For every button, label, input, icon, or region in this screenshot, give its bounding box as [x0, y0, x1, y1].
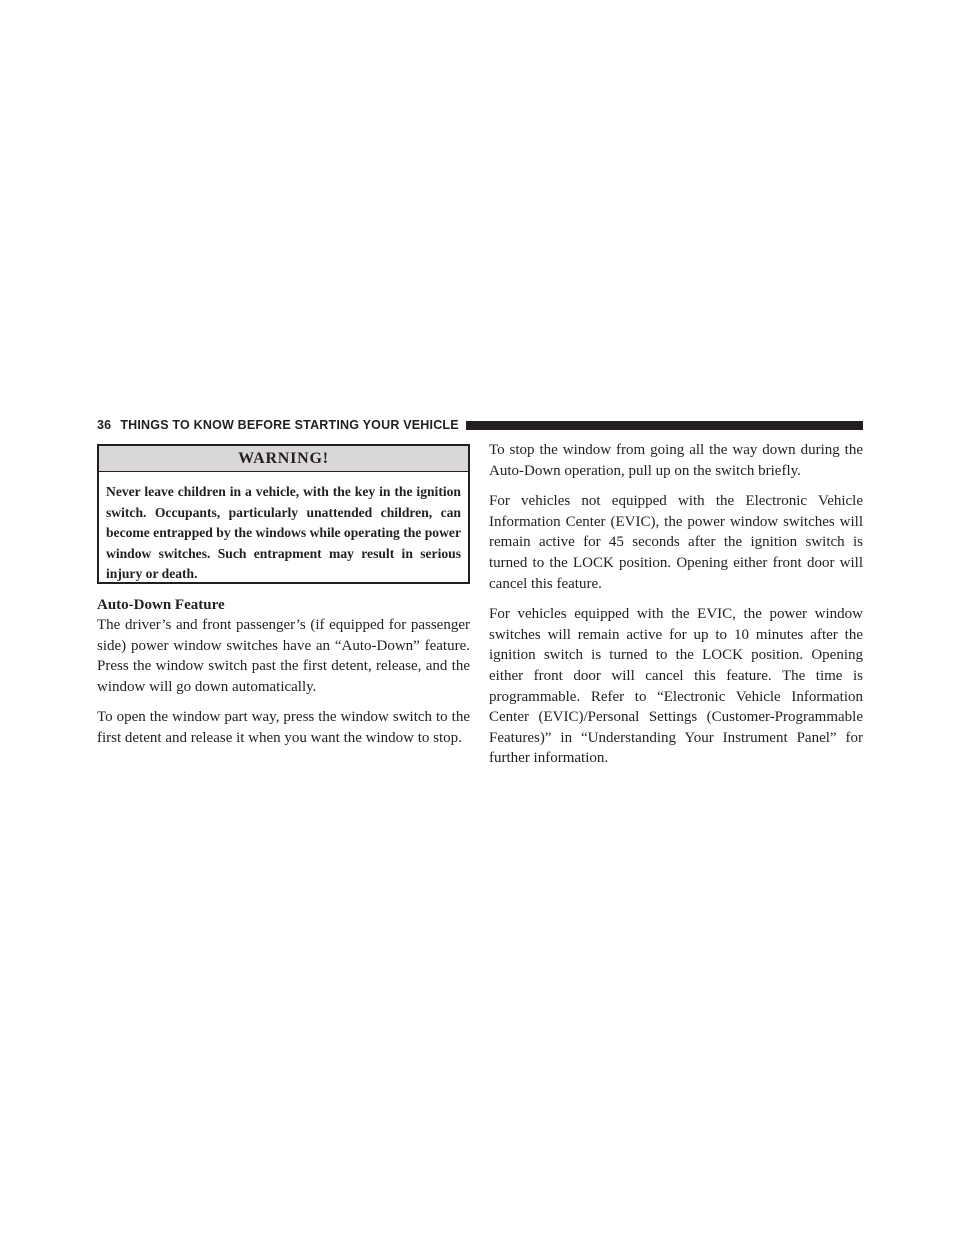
page-header — [97, 418, 863, 432]
paragraph: The driver’s and front passenger’s (if equipped for passenger side) power window switches have an “Auto-Down” feature. Press the window switch past the first detent, release, and the window will go down automatically. — [97, 617, 470, 695]
section-heading: Auto-Down Feature — [97, 597, 225, 613]
header-rule — [466, 421, 863, 430]
paragraph: For vehicles equipped with the EVIC, the power window switches will remain active for up to 10 minutes after the ignition switch is turned to the LOCK position. Opening either front door will cancel this feature. The time is programmable. Refer to “Electronic Vehicle Information Center (EVIC)/Personal Settings (Customer-Programmable Features)” in “Understanding Your Instrument Panel” for further information. — [489, 606, 863, 767]
right-column — [489, 444, 863, 769]
warning-text: Never leave children in a vehicle, with the key in the ignition switch. Occupants, particularly unattended children, can become entrapped by the windows while operating the power window switches. Such entrapment may result in serious injury or death. — [106, 484, 461, 581]
paragraph: To open the window part way, press the window switch to the first detent and release it when you want the window to stop. — [97, 709, 470, 746]
section-title: THINGS TO KNOW BEFORE STARTING YOUR VEHICLE — [120, 418, 459, 432]
paragraph: For vehicles not equipped with the Electronic Vehicle Information Center (EVIC), the power window switches will remain active for 45 seconds after the ignition switch is turned to the LOCK position. Opening either front door will cancel this feature. — [489, 493, 863, 592]
left-column — [97, 444, 470, 749]
warning-box — [97, 444, 470, 584]
paragraph: To stop the window from going all the way down during the Auto-Down operation, pull up on the switch briefly. — [489, 442, 863, 479]
warning-title: WARNING! — [238, 449, 329, 467]
warning-title-bar — [99, 446, 468, 472]
page-number: 36 — [97, 418, 112, 432]
